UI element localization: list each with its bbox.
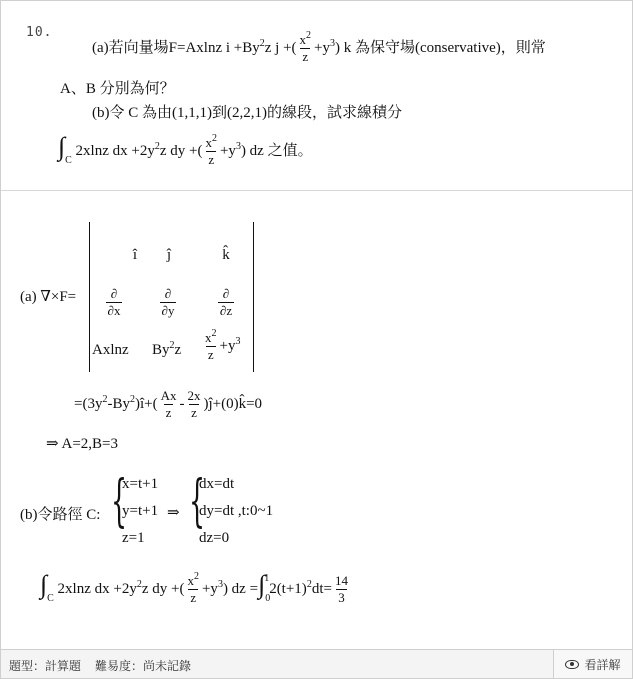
path-y: y=t+1 — [122, 503, 159, 519]
question-line-3: (b)令 C 為由(1,1,1)到(2,2,1)的線段，試求線積分 — [92, 105, 402, 121]
view-solution-label: 看詳解 — [584, 657, 621, 672]
curl-label: (a) ∇×F= — [20, 289, 77, 305]
det-partial-z: $\frac{\partial}{\partial z}$ — [219, 286, 233, 318]
det-row3-c1: Axlnz — [92, 342, 129, 358]
question-line-1: (a)若向量場F=Axlnz $i +By^2z$ j +( $\frac{x^2}{z}$ $+y^3$) k 為保守場(conservative)，則常 — [92, 30, 546, 64]
diff-y: dy=dt ,t:0~1 — [199, 503, 274, 519]
view-solution-button[interactable] — [553, 650, 632, 678]
det-partial-x: $\frac{\partial}{\partial x}$ — [107, 286, 121, 318]
path-label: (b)令路徑 C: — [20, 507, 101, 523]
question-type: 題型：計算題 — [9, 659, 82, 673]
question-line-2: A、B 分別為何？ — [60, 81, 175, 97]
det-partial-y: $\frac{\partial}{\partial y}$ — [161, 286, 175, 318]
eye-icon — [565, 660, 579, 669]
footer-bar — [1, 649, 632, 678]
question-number: 10. — [26, 25, 53, 40]
conclusion-a: ⇒ A=2,B=3 — [46, 436, 118, 452]
right-brace: { — [189, 469, 206, 534]
difficulty: 難易度：尚未記錄 — [95, 659, 192, 673]
det-row3-c3: $\frac{x^2}{z}$ $+y^3$ — [205, 328, 241, 362]
det-j-hat: ĵ — [166, 247, 172, 263]
implies-arrow: ⇒ — [167, 505, 180, 521]
left-brace: { — [111, 469, 128, 534]
question-integral: $\int_C$ 2xlnz dx $+2y^2z$ dy +( $\frac{x^2}{z}$ $+y^3$) dz 之值。 — [58, 132, 313, 168]
diff-x: dx=dt — [199, 476, 235, 492]
curl-result: $=(3y^2-By^2)î+$( $\frac{Ax}{z}$ - $\frac{2x}{z}$ )ĵ+(0)k̂=0 — [74, 388, 263, 420]
path-z: z=1 — [122, 530, 145, 546]
integral-sign: ∫ — [58, 132, 66, 161]
det-i-hat: î — [132, 247, 138, 263]
diff-z: dz=0 — [199, 530, 230, 546]
det-k-hat: k̂ — [222, 247, 230, 263]
final-integral: $\int_C$ 2xlnz dx $+2y^2z$ dy +( $\frac{x^2}{z}$ $+y^3$) dz $=\int_0^12(t+1)^2dt=$ $\frac{14}{3}$ — [40, 570, 348, 606]
det-row3-c2: By$^2$z — [152, 340, 182, 358]
path-x: x=t+1 — [122, 476, 159, 492]
section-divider — [1, 190, 632, 191]
